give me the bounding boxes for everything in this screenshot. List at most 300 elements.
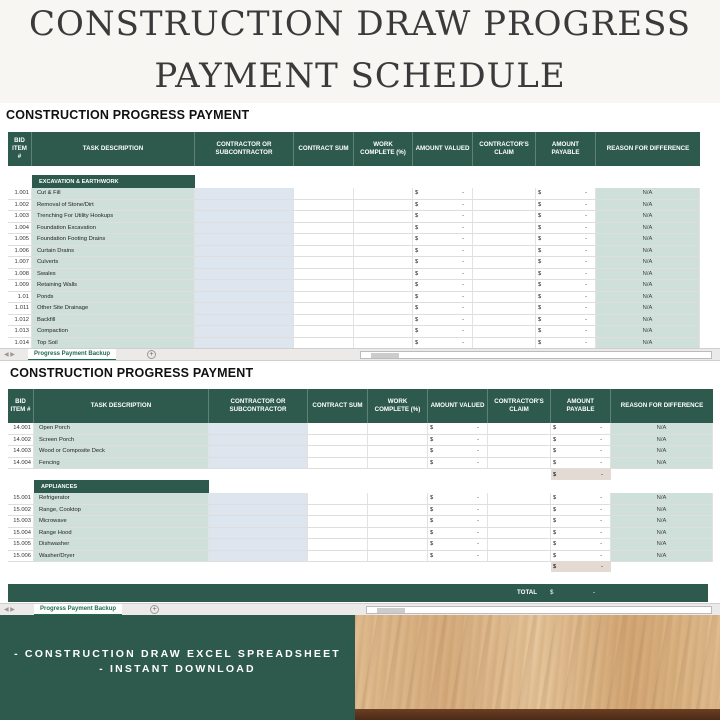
amount-payable-cell[interactable]: [551, 435, 611, 446]
amount-payable-cell[interactable]: [536, 223, 596, 234]
task-description-cell[interactable]: Culverts: [32, 257, 195, 268]
tab-progress-payment-backup[interactable]: Progress Payment Backup: [28, 349, 116, 361]
column-header: AMOUNT VALUED: [413, 132, 473, 166]
amount-valued-cell[interactable]: [413, 223, 473, 234]
bid-item-cell[interactable]: 14.002: [8, 435, 34, 446]
bid-item-cell[interactable]: 1.012: [8, 315, 32, 326]
task-description-cell[interactable]: Refrigerator: [34, 493, 209, 504]
currency-symbol: $: [538, 328, 542, 335]
horizontal-scrollbar[interactable]: [366, 606, 712, 614]
currency-symbol: $: [430, 552, 434, 559]
column-header: CONTRACTOR OR SUBCONTRACTOR: [209, 389, 308, 423]
contractor-cell[interactable]: [209, 446, 308, 457]
contractor-cell[interactable]: [195, 315, 294, 326]
table-body: [8, 188, 700, 349]
table-row: [8, 211, 700, 223]
bid-item-cell[interactable]: 1.004: [8, 223, 32, 234]
contractor-claim-cell[interactable]: [488, 505, 551, 516]
amount-valued-cell[interactable]: [413, 315, 473, 326]
amount-valued-cell[interactable]: [428, 458, 488, 469]
contractor-claim-cell[interactable]: [473, 269, 536, 280]
amount-payable-cell[interactable]: [551, 516, 611, 527]
reason-cell[interactable]: N/A: [611, 528, 713, 539]
task-description-cell[interactable]: Fencing: [34, 458, 209, 469]
reason-cell[interactable]: N/A: [596, 338, 700, 349]
contractor-cell[interactable]: [195, 269, 294, 280]
work-complete-cell[interactable]: [368, 446, 428, 457]
amount-valued-cell[interactable]: [413, 200, 473, 211]
currency-symbol: $: [553, 552, 557, 559]
contract-sum-cell[interactable]: [294, 246, 354, 257]
contractor-claim-cell[interactable]: [473, 223, 536, 234]
contractor-claim-cell[interactable]: [473, 234, 536, 245]
contractor-claim-cell[interactable]: [488, 551, 551, 562]
contract-sum-cell[interactable]: [294, 326, 354, 337]
amount-payable-cell[interactable]: [536, 326, 596, 337]
contractor-cell[interactable]: [195, 280, 294, 291]
contract-sum-cell[interactable]: [294, 200, 354, 211]
bid-item-cell[interactable]: 15.006: [8, 551, 34, 562]
contract-sum-cell[interactable]: [308, 493, 368, 504]
contract-sum-cell[interactable]: [294, 280, 354, 291]
work-complete-cell[interactable]: [354, 188, 413, 199]
contract-sum-cell[interactable]: [308, 551, 368, 562]
amount-payable-cell[interactable]: [536, 269, 596, 280]
bid-item-cell[interactable]: 1.008: [8, 269, 32, 280]
contractor-cell[interactable]: [209, 551, 308, 562]
bid-item-cell[interactable]: 14.003: [8, 446, 34, 457]
contractor-claim-cell[interactable]: [473, 315, 536, 326]
currency-symbol: $: [415, 190, 419, 197]
work-complete-cell[interactable]: [368, 528, 428, 539]
tab-progress-payment-backup[interactable]: Progress Payment Backup: [34, 604, 122, 616]
amount-payable-cell[interactable]: [551, 539, 611, 550]
currency-symbol: $: [538, 190, 542, 197]
amount-value: -: [601, 563, 603, 570]
task-description-cell[interactable]: Removal of Stone/Dirt: [32, 200, 195, 211]
work-complete-cell[interactable]: [368, 539, 428, 550]
reason-cell[interactable]: N/A: [611, 505, 713, 516]
work-complete-cell[interactable]: [354, 246, 413, 257]
table-row: [8, 516, 713, 528]
amount-valued-cell[interactable]: [428, 446, 488, 457]
amount-payable-cell[interactable]: [551, 528, 611, 539]
currency-symbol: $: [538, 201, 542, 208]
work-complete-cell[interactable]: [354, 200, 413, 211]
contractor-claim-cell[interactable]: [473, 211, 536, 222]
contractor-cell[interactable]: [195, 292, 294, 303]
currency-symbol: $: [415, 339, 419, 346]
reason-cell[interactable]: N/A: [611, 446, 713, 457]
amount-value: -: [462, 282, 464, 289]
task-description-cell[interactable]: Open Porch: [34, 423, 209, 434]
task-description-cell[interactable]: Microwave: [34, 516, 209, 527]
amount-valued-cell[interactable]: [413, 246, 473, 257]
task-description-cell[interactable]: Top Soil: [32, 338, 195, 349]
currency-symbol: $: [415, 282, 419, 289]
work-complete-cell[interactable]: [354, 211, 413, 222]
currency-symbol: $: [538, 305, 542, 312]
bid-item-cell[interactable]: 14.004: [8, 458, 34, 469]
contractor-claim-cell[interactable]: [488, 528, 551, 539]
currency-symbol: $: [430, 529, 434, 536]
contract-sum-cell[interactable]: [308, 528, 368, 539]
contract-sum-cell[interactable]: [308, 435, 368, 446]
amount-valued-cell[interactable]: [428, 516, 488, 527]
currency-symbol: $: [538, 339, 542, 346]
total-currency: $: [550, 589, 554, 596]
work-complete-cell[interactable]: [354, 315, 413, 326]
work-complete-cell[interactable]: [354, 234, 413, 245]
amount-value: -: [585, 282, 587, 289]
contract-sum-cell[interactable]: [308, 458, 368, 469]
reason-cell[interactable]: N/A: [596, 188, 700, 199]
table-body-porches: [8, 423, 713, 469]
contract-sum-cell[interactable]: [294, 269, 354, 280]
reason-cell[interactable]: N/A: [596, 200, 700, 211]
plus-circle-icon[interactable]: +: [150, 605, 159, 614]
amount-payable-cell[interactable]: [551, 446, 611, 457]
amount-valued-cell[interactable]: [428, 423, 488, 434]
contract-sum-cell[interactable]: [308, 505, 368, 516]
reason-cell[interactable]: N/A: [596, 211, 700, 222]
table-row: [8, 257, 700, 269]
reason-cell[interactable]: N/A: [596, 234, 700, 245]
task-description-cell[interactable]: Retaining Walls: [32, 280, 195, 291]
amount-valued-cell[interactable]: [428, 539, 488, 550]
work-complete-cell[interactable]: [354, 280, 413, 291]
work-complete-cell[interactable]: [354, 326, 413, 337]
amount-value: -: [462, 316, 464, 323]
contract-sum-cell[interactable]: [294, 292, 354, 303]
amount-valued-cell[interactable]: [413, 303, 473, 314]
column-header: BID ITEM #: [8, 389, 34, 423]
column-header-row: [8, 132, 700, 166]
work-complete-cell[interactable]: [354, 292, 413, 303]
bid-item-cell[interactable]: 1.005: [8, 234, 32, 245]
table-row: [8, 269, 700, 281]
contractor-cell[interactable]: [195, 200, 294, 211]
currency-symbol: $: [553, 425, 557, 432]
contractor-claim-cell[interactable]: [488, 458, 551, 469]
reason-cell[interactable]: N/A: [596, 246, 700, 257]
bid-item-cell[interactable]: 15.001: [8, 493, 34, 504]
contractor-cell[interactable]: [195, 188, 294, 199]
task-description-cell[interactable]: Trenching For Utility Hookups: [32, 211, 195, 222]
section-excavation-earthwork: EXCAVATION & EARTHWORK: [32, 175, 195, 188]
reason-cell[interactable]: N/A: [611, 435, 713, 446]
bid-item-cell[interactable]: 15.004: [8, 528, 34, 539]
contractor-claim-cell[interactable]: [488, 423, 551, 434]
reason-cell[interactable]: N/A: [596, 303, 700, 314]
contractor-cell[interactable]: [209, 493, 308, 504]
amount-payable-cell[interactable]: [551, 458, 611, 469]
amount-payable-cell[interactable]: [551, 493, 611, 504]
reason-cell[interactable]: N/A: [596, 257, 700, 268]
bid-item-cell[interactable]: 1.002: [8, 200, 32, 211]
amount-valued-cell[interactable]: [413, 188, 473, 199]
amount-value: -: [585, 201, 587, 208]
bid-item-cell[interactable]: 1.007: [8, 257, 32, 268]
contractor-cell[interactable]: [195, 303, 294, 314]
column-header: CONTRACTOR OR SUBCONTRACTOR: [195, 132, 294, 166]
bid-item-cell[interactable]: 15.002: [8, 505, 34, 516]
bid-item-cell[interactable]: 15.005: [8, 539, 34, 550]
task-description-cell[interactable]: Swales: [32, 269, 195, 280]
contract-sum-cell[interactable]: [294, 338, 354, 349]
currency-symbol: $: [538, 282, 542, 289]
reason-cell[interactable]: N/A: [596, 223, 700, 234]
subtotal-row: [551, 469, 611, 480]
amount-payable-cell[interactable]: [536, 200, 596, 211]
chevron-left-right-icon[interactable]: ◀ ▶: [4, 352, 15, 358]
contract-sum-cell[interactable]: [294, 303, 354, 314]
task-description-cell[interactable]: Range, Cooktop: [34, 505, 209, 516]
reason-cell[interactable]: N/A: [611, 551, 713, 562]
subtotal-row: [551, 561, 611, 572]
amount-payable-cell[interactable]: [551, 505, 611, 516]
amount-value: -: [477, 459, 479, 466]
bid-item-cell[interactable]: 1.011: [8, 303, 32, 314]
amount-payable-cell[interactable]: [536, 303, 596, 314]
work-complete-cell[interactable]: [368, 435, 428, 446]
amount-value: -: [585, 247, 587, 254]
currency-symbol: $: [430, 448, 434, 455]
amount-valued-cell[interactable]: [428, 528, 488, 539]
contractor-cell[interactable]: [209, 528, 308, 539]
contractor-claim-cell[interactable]: [488, 516, 551, 527]
contract-sum-cell[interactable]: [294, 188, 354, 199]
reason-cell[interactable]: N/A: [596, 269, 700, 280]
contractor-claim-cell[interactable]: [488, 539, 551, 550]
bid-item-cell[interactable]: 1.01: [8, 292, 32, 303]
contractor-claim-cell[interactable]: [473, 303, 536, 314]
reason-cell[interactable]: N/A: [611, 539, 713, 550]
task-description-cell[interactable]: Curtain Drains: [32, 246, 195, 257]
headline-line-1: CONSTRUCTION DRAW PROGRESS: [28, 4, 692, 44]
contractor-claim-cell[interactable]: [473, 326, 536, 337]
task-description-cell[interactable]: Backfill: [32, 315, 195, 326]
amount-payable-cell[interactable]: [536, 188, 596, 199]
work-complete-cell[interactable]: [354, 269, 413, 280]
contract-sum-cell[interactable]: [308, 516, 368, 527]
amount-valued-cell[interactable]: [428, 505, 488, 516]
bid-item-cell[interactable]: 1.001: [8, 188, 32, 199]
subtotal-payable-cell[interactable]: [551, 469, 611, 480]
scrollbar-thumb[interactable]: [371, 353, 399, 358]
bid-item-cell[interactable]: 15.003: [8, 516, 34, 527]
amount-valued-cell[interactable]: [413, 292, 473, 303]
amount-value: -: [477, 495, 479, 502]
task-description-cell[interactable]: Range Hood: [34, 528, 209, 539]
contractor-claim-cell[interactable]: [473, 200, 536, 211]
amount-valued-cell[interactable]: [413, 269, 473, 280]
contractor-claim-cell[interactable]: [473, 338, 536, 349]
work-complete-cell[interactable]: [354, 303, 413, 314]
contractor-claim-cell[interactable]: [473, 246, 536, 257]
bid-item-cell[interactable]: 1.003: [8, 211, 32, 222]
amount-payable-cell[interactable]: [551, 423, 611, 434]
amount-value: -: [600, 425, 602, 432]
task-description-cell[interactable]: Dishwasher: [34, 539, 209, 550]
amount-payable-cell[interactable]: [551, 551, 611, 562]
contractor-cell[interactable]: [195, 326, 294, 337]
amount-value: -: [477, 425, 479, 432]
amount-value: -: [600, 506, 602, 513]
contractor-claim-cell[interactable]: [488, 446, 551, 457]
bid-item-cell[interactable]: 1.009: [8, 280, 32, 291]
task-description-cell[interactable]: Other Site Drainage: [32, 303, 195, 314]
table-row: [8, 539, 713, 551]
contract-sum-cell[interactable]: [294, 234, 354, 245]
table-row: [8, 303, 700, 315]
amount-payable-cell[interactable]: [536, 338, 596, 349]
table-row: [8, 234, 700, 246]
currency-symbol: $: [415, 270, 419, 277]
contractor-claim-cell[interactable]: [473, 292, 536, 303]
plus-circle-icon[interactable]: +: [147, 350, 156, 359]
contractor-cell[interactable]: [195, 223, 294, 234]
reason-cell[interactable]: N/A: [596, 280, 700, 291]
contractor-claim-cell[interactable]: [488, 435, 551, 446]
task-description-cell[interactable]: Cut & Fill: [32, 188, 195, 199]
contractor-cell[interactable]: [209, 458, 308, 469]
contractor-claim-cell[interactable]: [473, 188, 536, 199]
contractor-cell[interactable]: [209, 539, 308, 550]
scrollbar-thumb[interactable]: [377, 608, 405, 613]
reason-cell[interactable]: N/A: [611, 493, 713, 504]
amount-valued-cell[interactable]: [413, 280, 473, 291]
contract-sum-cell[interactable]: [294, 315, 354, 326]
currency-symbol: $: [430, 425, 434, 432]
contract-sum-cell[interactable]: [308, 423, 368, 434]
task-description-cell[interactable]: Washer/Dryer: [34, 551, 209, 562]
contractor-cell[interactable]: [195, 246, 294, 257]
reason-cell[interactable]: N/A: [596, 326, 700, 337]
amount-payable-cell[interactable]: [536, 315, 596, 326]
task-description-cell[interactable]: Ponds: [32, 292, 195, 303]
bid-item-cell[interactable]: 1.006: [8, 246, 32, 257]
amount-value: -: [462, 293, 464, 300]
work-complete-cell[interactable]: [368, 493, 428, 504]
work-complete-cell[interactable]: [368, 551, 428, 562]
amount-value: -: [600, 518, 602, 525]
amount-valued-cell[interactable]: [428, 551, 488, 562]
table-row: [8, 505, 713, 517]
reason-cell[interactable]: N/A: [596, 292, 700, 303]
task-description-cell[interactable]: Screen Porch: [34, 435, 209, 446]
contractor-cell[interactable]: [209, 505, 308, 516]
bid-item-cell[interactable]: 1.014: [8, 338, 32, 349]
amount-valued-cell[interactable]: [413, 326, 473, 337]
contractor-cell[interactable]: [195, 338, 294, 349]
amount-value: -: [462, 305, 464, 312]
contract-sum-cell[interactable]: [294, 257, 354, 268]
amount-valued-cell[interactable]: [428, 435, 488, 446]
column-header: AMOUNT VALUED: [428, 389, 488, 423]
work-complete-cell[interactable]: [368, 505, 428, 516]
reason-cell[interactable]: N/A: [611, 458, 713, 469]
amount-valued-cell[interactable]: [413, 257, 473, 268]
contractor-claim-cell[interactable]: [473, 280, 536, 291]
contractor-cell[interactable]: [195, 257, 294, 268]
amount-valued-cell[interactable]: [413, 211, 473, 222]
task-description-cell[interactable]: Foundation Footing Drains: [32, 234, 195, 245]
contract-sum-cell[interactable]: [294, 223, 354, 234]
contractor-cell[interactable]: [195, 211, 294, 222]
table-row: [8, 280, 700, 292]
currency-symbol: $: [430, 459, 434, 466]
column-header: REASON FOR DIFFERENCE: [620, 402, 704, 410]
currency-symbol: $: [553, 459, 557, 466]
table-row: [8, 315, 700, 327]
contractor-cell[interactable]: [195, 234, 294, 245]
currency-symbol: $: [538, 259, 542, 266]
task-description-cell[interactable]: Wood or Composite Deck: [34, 446, 209, 457]
reason-cell[interactable]: N/A: [611, 516, 713, 527]
subtotal-payable-cell[interactable]: [551, 561, 611, 572]
task-description-cell[interactable]: Compaction: [32, 326, 195, 337]
column-header: REASON FOR DIFFERENCE: [606, 145, 690, 153]
reason-cell[interactable]: N/A: [596, 315, 700, 326]
amount-valued-cell[interactable]: [413, 338, 473, 349]
reason-cell[interactable]: N/A: [611, 423, 713, 434]
contract-sum-cell[interactable]: [294, 211, 354, 222]
amount-value: -: [462, 236, 464, 243]
headline-line-2: PAYMENT SCHEDULE: [154, 56, 566, 96]
amount-payable-cell[interactable]: [536, 234, 596, 245]
currency-symbol: $: [430, 506, 434, 513]
contractor-claim-cell[interactable]: [473, 257, 536, 268]
amount-payable-cell[interactable]: [536, 280, 596, 291]
bid-item-cell[interactable]: 1.013: [8, 326, 32, 337]
work-complete-cell[interactable]: [354, 257, 413, 268]
amount-payable-cell[interactable]: [536, 246, 596, 257]
amount-value: -: [477, 448, 479, 455]
contractor-cell[interactable]: [209, 423, 308, 434]
amount-valued-cell[interactable]: [428, 493, 488, 504]
horizontal-scrollbar[interactable]: [360, 351, 712, 359]
task-description-cell[interactable]: Foundation Excavation: [32, 223, 195, 234]
total-value: -: [593, 589, 596, 596]
currency-symbol: $: [415, 316, 419, 323]
bid-item-cell[interactable]: 14.001: [8, 423, 34, 434]
amount-payable-cell[interactable]: [536, 211, 596, 222]
currency-symbol: $: [430, 436, 434, 443]
column-header: WORK COMPLETE (%): [354, 132, 413, 166]
work-complete-cell[interactable]: [368, 516, 428, 527]
amount-payable-cell[interactable]: [536, 257, 596, 268]
contract-sum-cell[interactable]: [308, 446, 368, 457]
currency-symbol: $: [538, 247, 542, 254]
contractor-cell[interactable]: [209, 435, 308, 446]
work-complete-cell[interactable]: [354, 223, 413, 234]
amount-payable-cell[interactable]: [536, 292, 596, 303]
work-complete-cell[interactable]: [368, 458, 428, 469]
work-complete-cell[interactable]: [368, 423, 428, 434]
amount-value: -: [600, 552, 602, 559]
amount-valued-cell[interactable]: [413, 234, 473, 245]
column-header: CONTRACTOR'S CLAIM: [473, 132, 536, 166]
contract-sum-cell[interactable]: [308, 539, 368, 550]
contractor-cell[interactable]: [209, 516, 308, 527]
work-complete-cell[interactable]: [354, 338, 413, 349]
column-header: AMOUNT PAYABLE: [536, 132, 596, 166]
contractor-claim-cell[interactable]: [488, 493, 551, 504]
column-header: TASK DESCRIPTION: [34, 389, 209, 423]
amount-value: -: [600, 529, 602, 536]
chevron-left-right-icon[interactable]: ◀ ▶: [4, 607, 15, 613]
